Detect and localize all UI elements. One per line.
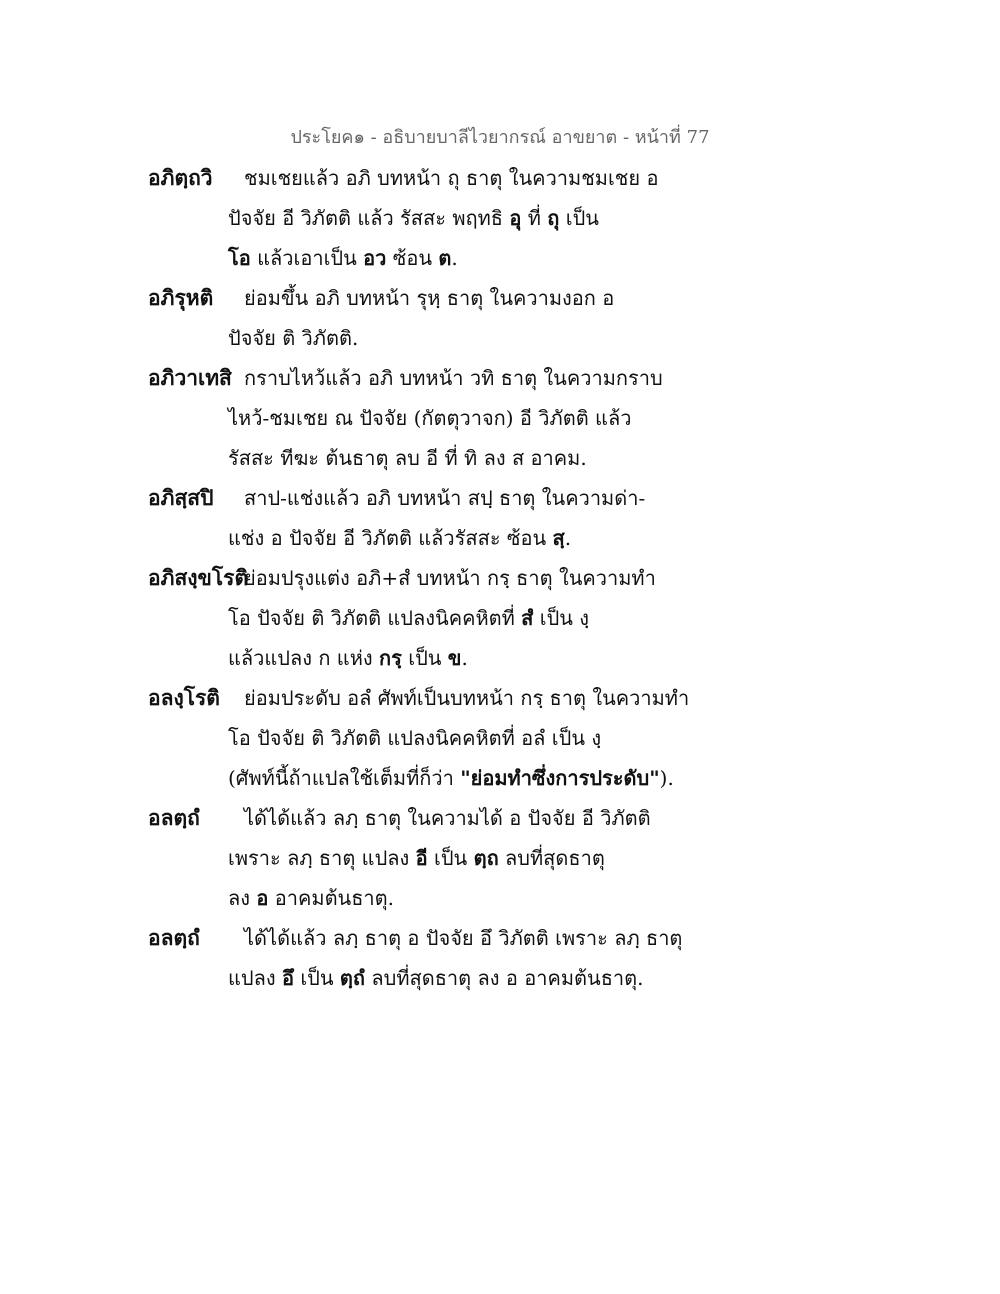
- dictionary-entry: [148, 918, 708, 998]
- definition-text: .: [461, 646, 468, 670]
- entry-definition-line: [148, 478, 708, 518]
- dictionary-entry: [148, 798, 708, 918]
- definition-text: ย่อมประดับ อลํ ศัพท์เป็นบทหน้า กรฺ ธาตุ ในความทำ: [244, 686, 690, 710]
- entry-term: อภิสงฺขโรติ: [148, 565, 249, 590]
- entry-definition-line: [148, 838, 708, 878]
- entry-definition-line: [148, 958, 708, 998]
- definition-text: ลบที่สุดธาตุ ลง อ อาคมต้นธาตุ.: [365, 966, 644, 990]
- entry-definition-line: [148, 438, 708, 478]
- dictionary-entry: [148, 478, 708, 558]
- entry-definition-line: [148, 318, 708, 358]
- entry-definition-line: [148, 238, 708, 278]
- bold-term: อ: [256, 886, 269, 910]
- definition-text: รัสสะ ทีฆะ ต้นธาตุ ลบ อี ที่ ทิ ลง ส อาคม.: [228, 446, 587, 470]
- definition-text: ไหว้-ชมเชย ณ ปัจจัย (กัตตุวาจก) อี วิภัตติ แล้ว: [228, 406, 632, 430]
- definition-text: เพราะ ลภฺ ธาตุ แปลง: [228, 846, 416, 870]
- entry-definition-line: [148, 718, 708, 758]
- entry-definition-line: [148, 758, 708, 798]
- definition-text: เป็น: [559, 206, 599, 230]
- definition-text: ย่อมขึ้น อภิ บทหน้า รุหฺ ธาตุ ในความงอก อ: [244, 286, 615, 310]
- bold-term: สํ: [521, 606, 534, 630]
- entry-definition-line: [148, 358, 708, 398]
- dictionary-entry: [148, 558, 708, 678]
- entry-term: อภิวาเทสิ: [148, 365, 232, 390]
- bold-term: กรฺ: [379, 646, 402, 670]
- dictionary-entry: [148, 278, 708, 358]
- definition-text: เป็น งฺ: [533, 606, 590, 630]
- bold-term: อุ: [509, 206, 522, 230]
- definition-text: เป็น: [293, 966, 340, 990]
- entry-list: [148, 158, 708, 998]
- bold-term: อว: [363, 246, 387, 270]
- dictionary-entry: [148, 678, 708, 798]
- entry-definition-line: [148, 598, 708, 638]
- entry-definition-line: [148, 638, 708, 678]
- definition-text: ได้ได้แล้ว ลภฺ ธาตุ อ ปัจจัย อึ วิภัตติ เพราะ ลภฺ ธาตุ: [244, 926, 683, 950]
- definition-text: ).: [659, 766, 674, 790]
- entry-definition-line: [148, 878, 708, 918]
- definition-text: กราบไหว้แล้ว อภิ บทหน้า วทิ ธาตุ ในความกราบ: [244, 366, 663, 390]
- entry-term: อภิสฺสปิ: [148, 485, 214, 510]
- bold-term: ถุ: [547, 206, 560, 230]
- bold-term: ตฺถํ: [339, 966, 366, 990]
- definition-text: โอ ปัจจัย ติ วิภัตติ แปลงนิคคหิตที่ อลํ เป็น งฺ: [228, 726, 602, 750]
- entry-definition-line: [148, 198, 708, 238]
- definition-text: ได้ได้แล้ว ลภฺ ธาตุ ในความได้ อ ปัจจัย อี วิภัตติ: [244, 806, 651, 830]
- definition-text: (ศัพท์นี้ถ้าแปลใช้เต็มที่ก็ว่า: [228, 766, 461, 790]
- definition-text: ปัจจัย ติ วิภัตติ.: [228, 326, 359, 350]
- definition-text: แล้วเอาเป็น: [250, 246, 364, 270]
- definition-text: เป็น: [427, 846, 474, 870]
- definition-text: .: [564, 526, 572, 550]
- definition-text: ลบที่สุดธาตุ: [498, 846, 605, 870]
- entry-definition-line: [148, 398, 708, 438]
- definition-text: ปัจจัย อี วิภัตติ แล้ว รัสสะ พฤทธิ: [228, 206, 510, 230]
- entry-term: อลตฺถํ: [148, 925, 200, 950]
- entry-definition-line: [148, 798, 708, 838]
- entry-term: อลตฺถํ: [148, 805, 200, 830]
- dictionary-entry: [148, 158, 708, 278]
- definition-text: แล้วแปลง ก แห่ง: [228, 646, 380, 670]
- definition-text: แช่ง อ ปัจจัย อี วิภัตติ แล้วรัสสะ ซ้อน: [228, 526, 553, 550]
- bold-term: ตฺถ: [473, 846, 499, 870]
- definition-text: อาคมต้นธาตุ.: [268, 886, 395, 910]
- definition-text: สาป-แช่งแล้ว อภิ บทหน้า สปฺ ธาตุ ในความด่า-: [244, 486, 646, 510]
- definition-text: ย่อมปรุงแต่ง อภิ+สํ บทหน้า กรฺ ธาตุ ในความทำ: [244, 566, 656, 590]
- definition-text: ที่: [521, 206, 548, 230]
- definition-text: โอ ปัจจัย ติ วิภัตติ แปลงนิคคหิตที่: [228, 606, 522, 630]
- bold-term: ข: [447, 646, 462, 670]
- entry-definition-line: [148, 278, 708, 318]
- entry-term: อภิรุหติ: [148, 285, 214, 310]
- bold-term: โอ: [228, 246, 251, 270]
- entry-term: อภิตฺถวิ: [148, 165, 213, 190]
- definition-text: ชมเชยแล้ว อภิ บทหน้า ถุ ธาตุ ในความชมเชย อ: [244, 166, 659, 190]
- entry-definition-line: [148, 518, 708, 558]
- dictionary-entry: [148, 358, 708, 478]
- definition-text: ซ้อน: [386, 246, 439, 270]
- bold-term: "ย่อมทำซึ่งการประดับ": [460, 766, 660, 790]
- page-header: ประโยค๑ - อธิบายบาลีไวยากรณ์ อาขยาต - หน้าที่ 77: [290, 127, 710, 148]
- entry-definition-line: [148, 918, 708, 958]
- entry-term: อลงฺโรติ: [148, 685, 220, 710]
- bold-term: อึ: [281, 966, 294, 990]
- definition-text: .: [451, 246, 458, 270]
- bold-term: อี: [415, 846, 428, 870]
- definition-text: เป็น: [401, 646, 448, 670]
- entry-definition-line: [148, 158, 708, 198]
- entry-definition-line: [148, 678, 708, 718]
- definition-text: ลง: [228, 886, 257, 910]
- definition-text: แปลง: [228, 966, 282, 990]
- bold-term: สฺ: [552, 526, 565, 550]
- bold-term: ต: [438, 246, 452, 270]
